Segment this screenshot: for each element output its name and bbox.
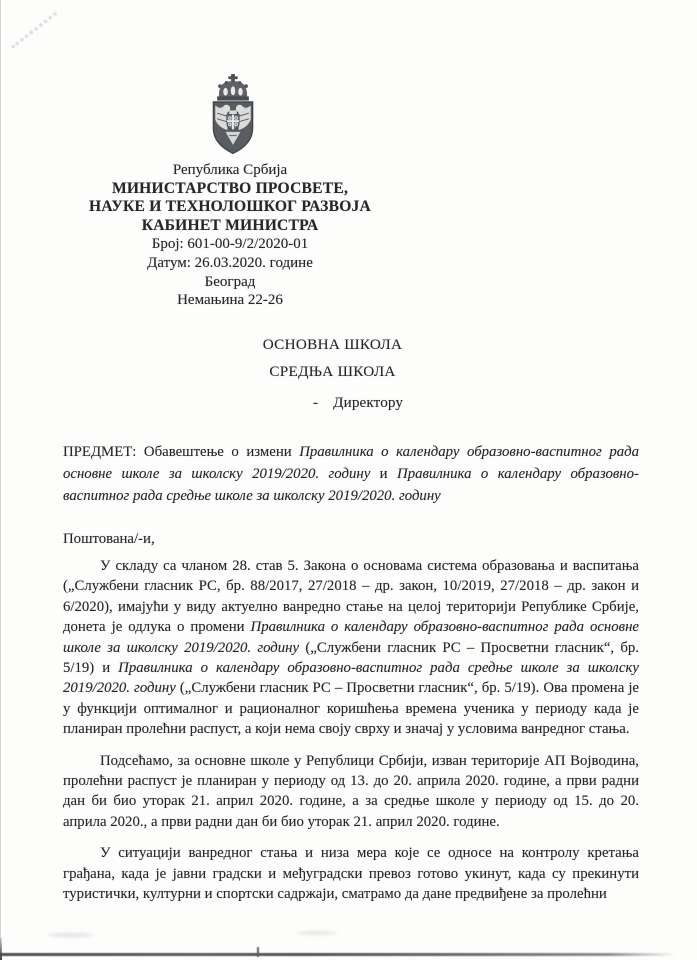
paragraph-1: У складу са чланом 28. став 5. Закона о основама система образовања и васпитања („Службени гласник РС, бр. 88/2017, 27/2018 – др. закон, 10/2019, 27/2018 – др. закон и 6/2020), имајући у виду актуелно ванредно стање на целој територији Републике Србије, донета је одлука о промени Правилника о календару образовно-васпитног рада основне школе за школску 2019/2020. годину („Службени гласник РС – Просветни гласник“, бр. 5/19) и Правилника о календару образовно-васпитног рада средње школе за школску 2019/2020. годину („Службени гласник РС – Просветни гласник“, бр. 5/19). Ова промена је у функцији оптималног и рационалног коришћења времена ученика у периоду када је планиран пролећни распуст, а који нема своју сврху и значај у условима ванредног стања. (63, 558, 639, 738)
letterhead-ministry-line2: НАУКЕ И ТЕХНОЛОШКОГ РАЗВОЈА (88, 198, 371, 216)
serbia-coat-of-arms-icon (204, 74, 262, 158)
letterhead-city: Београд (204, 273, 256, 290)
recipient-block (245, 337, 420, 412)
letterhead-address: Немањина 22-26 (177, 292, 283, 309)
scan-page-corner (0, 938, 2, 960)
letterhead-country: Република Србија (172, 162, 288, 178)
recipient-dash: - (313, 393, 319, 411)
recipient-primary-school: ОСНОВНА ШКОЛА (262, 336, 403, 353)
letter-body (63, 556, 639, 905)
paragraph-2: Подсећамо, за основне школе у Републици Србији, изван територије АП Војводина, пролећни распуст је планиран у периоду од 13. до 20. априла 2020. године, а први радни дан би био уторак 21. април 2020. године, а за средње школе у периоду од 15. до 20. априла 2020., а први радни дан би био уторак 21. април 2020. године. (63, 752, 639, 830)
letterhead (55, 161, 405, 310)
recipient-director-line (245, 394, 420, 412)
scan-edge-line (0, 0, 1, 960)
subject-line: ПРЕДМЕТ: Обавештење о измени Правилника о календару образовно-васпитног рада основне школе за школску 2019/2020. годину и Правилника о календару образовно-васпитног рада средње школе за школску 2019/2020. годину (63, 444, 639, 504)
scan-smudge-icon (297, 931, 337, 935)
letterhead-date: Датум: 26.03.2020. године (147, 254, 313, 271)
scan-smudge-icon (11, 12, 57, 49)
letterhead-ministry-line1: МИНИСТАРСТВО ПРОСВЕТЕ, (111, 179, 349, 197)
scan-tick-mark (257, 947, 259, 957)
letterhead-office: КАБИНЕТ МИНИСТРА (141, 216, 319, 234)
paragraph-3: У ситуацији ванредног стања и низа мера које се односе на контролу кретања грађана, када је јавни градски и међуградски превоз готово укинут, када су прекинути туристички, културни и спортски садржаји, сматрамо да дане предвиђене за пролећни (63, 845, 639, 903)
scan-page-edge-line (0, 953, 676, 956)
recipient-director: Директору (333, 393, 404, 411)
salutation: Поштована/-и, (63, 531, 155, 547)
scan-smudge-icon (48, 933, 94, 937)
recipient-secondary-school: СРЕДЊА ШКОЛА (269, 362, 396, 380)
letterhead-number: Број: 601-00-9/2/2020-01 (151, 236, 309, 253)
